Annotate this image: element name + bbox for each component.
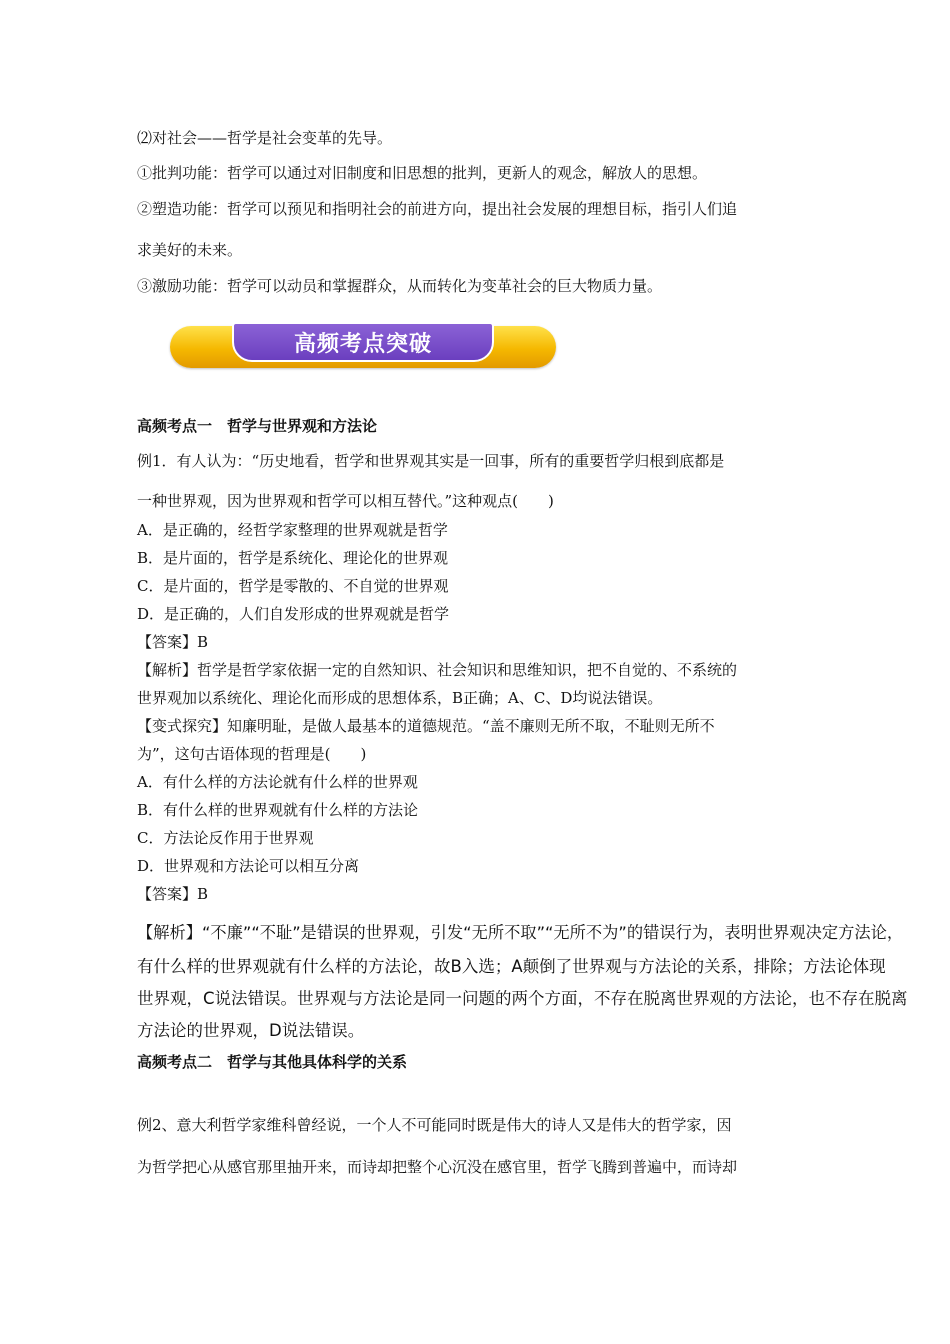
explanation-line: 【解析】哲学是哲学家依据一定的自然知识、社会知识和思维知识，把不自觉的、不系统的 bbox=[137, 661, 738, 679]
section-banner bbox=[170, 322, 556, 370]
option-d: D．是正确的，人们自发形成的世界观就是哲学 bbox=[137, 605, 450, 623]
variant-option-a: A．有什么样的方法论就有什么样的世界观 bbox=[137, 773, 418, 791]
explanation-line: 世界观加以系统化、理论化而形成的思想体系，B正确；A、C、D均说法错误。 bbox=[137, 689, 663, 707]
text-line: 求美好的未来。 bbox=[137, 241, 243, 259]
question-line: 例1．有人认为：“历史地看，哲学和世界观其实是一回事，所有的重要哲学归根到底都是 bbox=[137, 452, 725, 470]
question-line: 例2、意大利哲学家维科曾经说，一个人不可能同时既是伟大的诗人又是伟大的哲学家，因 bbox=[137, 1116, 732, 1134]
variant-question-line: 【变式探究】知廉明耻，是做人最基本的道德规范。“盖不廉则无所不取，不耻则无所不 bbox=[137, 717, 715, 735]
section-heading: 高频考点一 哲学与世界观和方法论 bbox=[137, 417, 378, 435]
section-heading: 高频考点二 哲学与其他具体科学的关系 bbox=[137, 1053, 408, 1071]
option-a: A．是正确的，经哲学家整理的世界观就是哲学 bbox=[137, 521, 448, 539]
variant-explanation-line: 方法论的世界观，D说法错误。 bbox=[137, 1021, 365, 1040]
answer: 【答案】B bbox=[137, 633, 209, 651]
option-b: B．是片面的，哲学是系统化、理论化的世界观 bbox=[137, 549, 449, 567]
variant-explanation-line: 【解析】“不廉”“不耻”是错误的世界观，引发“无所不取”“无所不为”的错误行为，表明世界观决定方法论， bbox=[137, 923, 904, 942]
banner-label-box bbox=[232, 322, 494, 362]
variant-explanation-line: 有什么样的世界观就有什么样的方法论，故B入选；A颠倒了世界观与方法论的关系，排除；方法论体现 bbox=[137, 957, 886, 976]
variant-explanation-line: 世界观，C说法错误。世界观与方法论是同一问题的两个方面，不存在脱离世界观的方法论，也不存在脱离 bbox=[137, 989, 908, 1008]
variant-answer: 【答案】B bbox=[137, 885, 209, 903]
banner-title: 高频考点突破 bbox=[293, 331, 432, 357]
option-c: C．是片面的，哲学是零散的、不自觉的世界观 bbox=[137, 577, 449, 595]
variant-question-line: 为”，这句古语体现的哲理是( ) bbox=[137, 745, 367, 763]
question-line: 为哲学把心从感官那里抽开来，而诗却把整个心沉没在感官里，哲学飞腾到普遍中，而诗却 bbox=[137, 1158, 738, 1176]
variant-option-d: D．世界观和方法论可以相互分离 bbox=[137, 857, 360, 875]
variant-option-b: B．有什么样的世界观就有什么样的方法论 bbox=[137, 801, 419, 819]
text-line: ②塑造功能：哲学可以预见和指明社会的前进方向，提出社会发展的理想目标，指引人们追 bbox=[137, 200, 738, 218]
text-line: ①批判功能：哲学可以通过对旧制度和旧思想的批判，更新人的观念，解放人的思想。 bbox=[137, 164, 708, 182]
variant-option-c: C．方法论反作用于世界观 bbox=[137, 829, 314, 847]
text-line: ③激励功能：哲学可以动员和掌握群众，从而转化为变革社会的巨大物质力量。 bbox=[137, 277, 663, 295]
question-line: 一种世界观，因为世界观和哲学可以相互替代。”这种观点( ) bbox=[137, 492, 554, 510]
text-line: ⑵对社会——哲学是社会变革的先导。 bbox=[137, 129, 393, 147]
